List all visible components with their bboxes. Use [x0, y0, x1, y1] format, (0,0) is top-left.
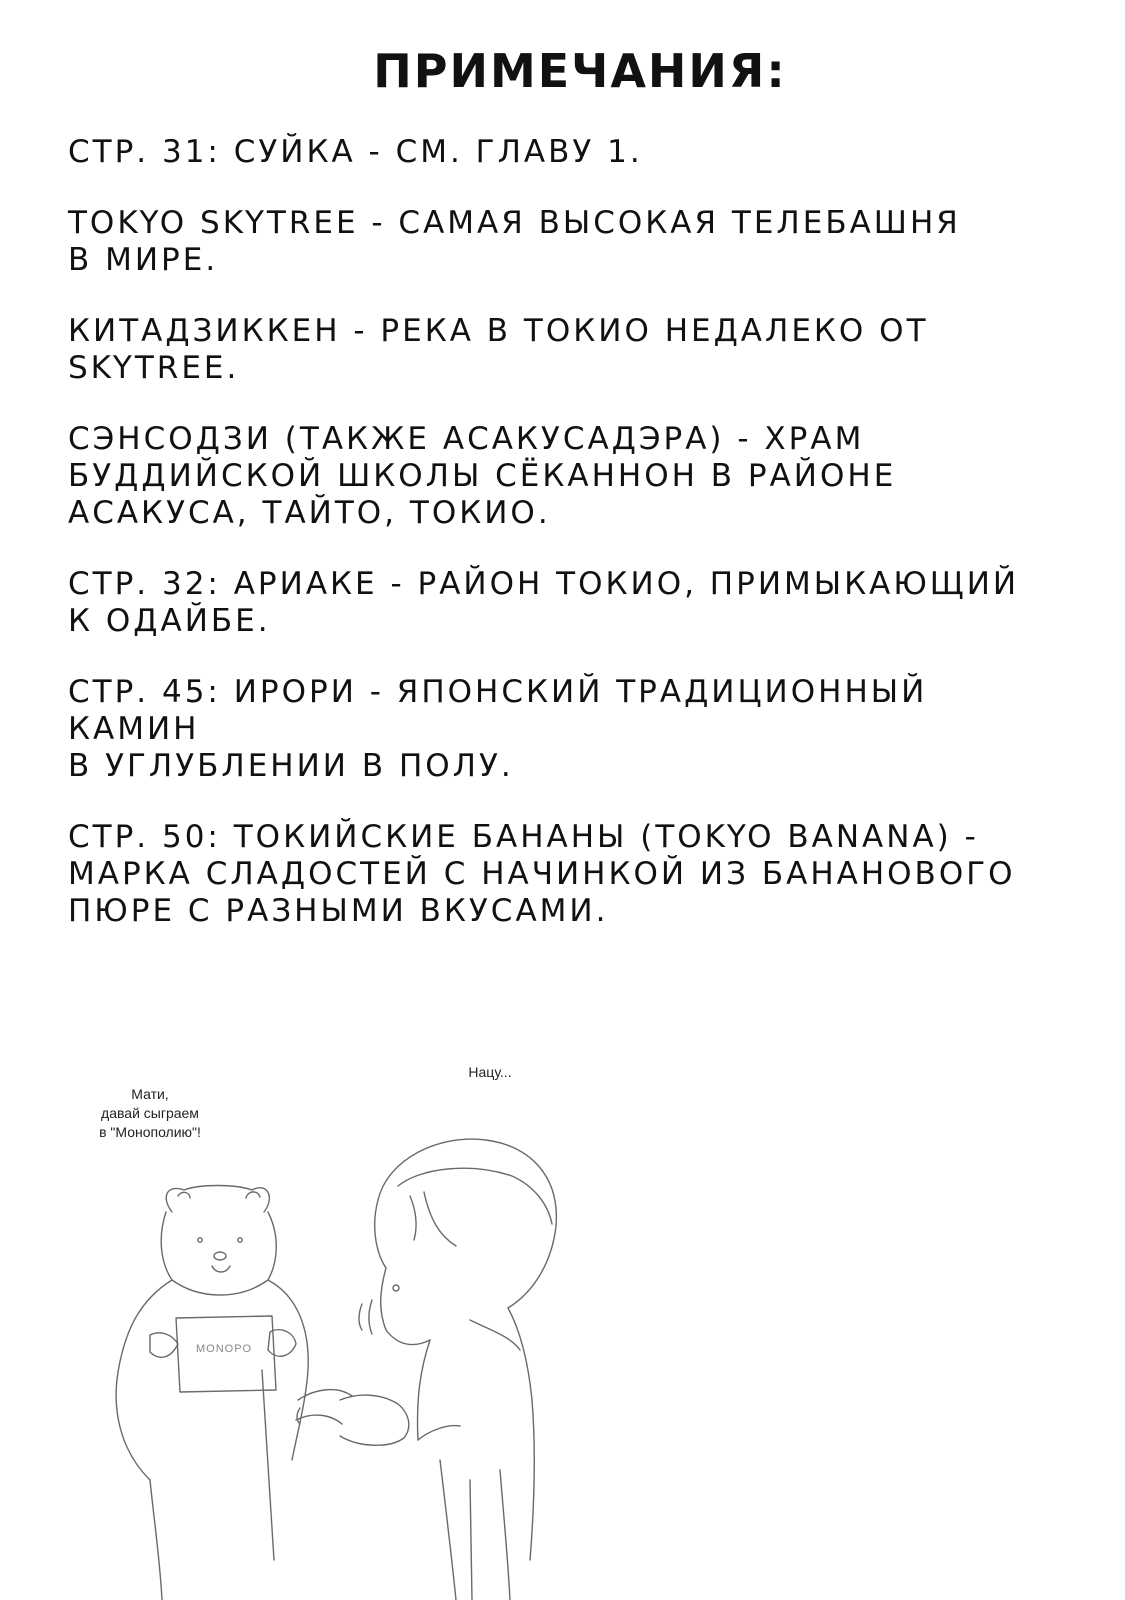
sign-label: MONOPO — [196, 1343, 253, 1355]
bear-illustration — [116, 1186, 308, 1600]
note-item: СТР. 45: ИРОРИ - ЯПОНСКИЙ ТРАДИЦИОННЫЙ КАМИН В УГЛУБЛЕНИИ В ПОЛУ. — [68, 674, 928, 784]
monopoly-sign — [176, 1316, 276, 1392]
speech-text: Мати, давай сыграем в "Монополию"! — [99, 1086, 201, 1140]
note-item: КИТАДЗИККЕН - РЕКА В ТОКИО НЕДАЛЕКО ОТ SKYTREE. — [68, 313, 929, 386]
page-title: ПРИМЕЧАНИЯ: — [373, 44, 787, 98]
speech-bubble-girl — [440, 1063, 540, 1082]
notes-list — [68, 134, 1048, 964]
note-item: TOKYO SKYTREE - САМАЯ ВЫСОКАЯ ТЕЛЕБАШНЯ В МИРЕ. — [68, 205, 961, 278]
note-item: СТР. 32: АРИАКЕ - РАЙОН ТОКИО, ПРИМЫКАЮЩИЙ К ОДАЙБЕ. — [68, 566, 1020, 639]
note-item: СТР. 50: ТОКИЙСКИЕ БАНАНЫ (TOKYO BANANA) - МАРКА СЛАДОСТЕЙ С НАЧИНКОЙ ИЗ БАНАНОВОГО ПЮРЕ С РАЗНЫМИ ВКУСАМИ. — [68, 819, 1016, 929]
speech-bubble-bear — [60, 1085, 240, 1142]
speech-text: Нацу... — [468, 1064, 512, 1080]
note-item: СТР. 31: СУЙКА - СМ. ГЛАВУ 1. — [68, 134, 643, 170]
girl-illustration — [296, 1139, 556, 1600]
note-item: СЭНСОДЗИ (ТАКЖЕ АСАКУСАДЭРА) - ХРАМ БУДДИЙСКОЙ ШКОЛЫ СЁКАННОН В РАЙОНЕ АСАКУСА, ТАЙТО, ТОКИО. — [68, 421, 897, 531]
